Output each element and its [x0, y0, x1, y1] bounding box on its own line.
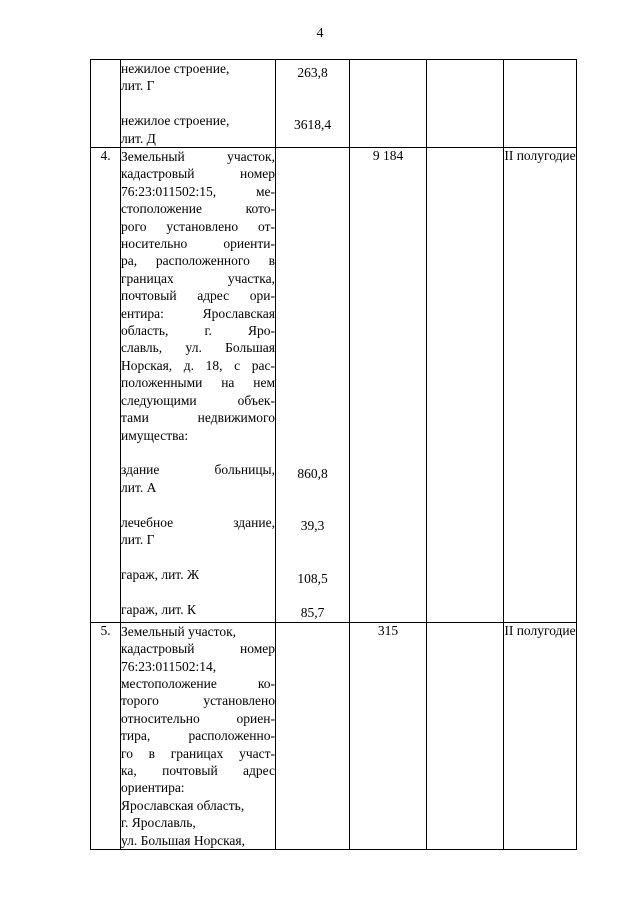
area-cell	[276, 622, 350, 849]
description-line: местоположение ко-	[121, 675, 275, 691]
description-line: имущества:	[121, 427, 189, 443]
description-line: Ярославская область,	[121, 797, 245, 813]
row-number-cell: 4.	[91, 148, 121, 623]
property-table	[90, 59, 577, 850]
empty-cell	[427, 148, 504, 623]
area-value: 108,5	[297, 570, 328, 586]
area-value: 85,7	[300, 605, 325, 621]
description-line: гараж, лит. Ж	[121, 566, 200, 582]
description-line: границах участка,	[121, 270, 275, 286]
description-line: тами недвижимого	[121, 410, 275, 426]
description-line: положенными на нем	[121, 375, 275, 391]
description-line: ра, расположенного в	[121, 253, 275, 269]
line-gap	[121, 496, 275, 513]
row-number-cell	[91, 60, 121, 148]
value-cell	[350, 60, 427, 148]
description-cell	[121, 148, 276, 623]
description-line: кадастровый номер	[121, 166, 275, 182]
table-row	[91, 622, 577, 849]
description-line: почтовый адрес ори-	[121, 288, 275, 304]
description-line: го в границах участ-	[121, 745, 275, 761]
area-value: 3618,4	[293, 117, 332, 133]
area-value: 860,8	[297, 466, 328, 482]
description-line: лечебное здание,	[121, 514, 275, 530]
area-value: 39,3	[300, 518, 325, 534]
description-line: носительно ориенти-	[121, 236, 275, 252]
description-line: Норская, д. 18, с рас-	[121, 357, 275, 373]
description-line: ка, почтовый адрес	[121, 762, 275, 778]
period-cell	[504, 60, 577, 148]
description-line: 76:23:011502:14,	[121, 658, 217, 674]
description-line: гараж, лит. К	[121, 601, 196, 617]
description-line: 76:23:011502:15, ме-	[121, 183, 275, 199]
period-cell: II полугодие	[504, 622, 577, 849]
line-gap	[121, 583, 275, 600]
description-line: рого установлено от-	[121, 218, 275, 234]
description-line: область, г. Яро-	[121, 323, 275, 339]
description-cell	[121, 622, 276, 849]
description-line: здание больницы,	[121, 462, 275, 478]
value-cell: 9 184	[350, 148, 427, 623]
description-line: ентира: Ярославская	[121, 305, 275, 321]
area-cell	[276, 148, 350, 623]
description-line: торого установлено	[121, 693, 275, 709]
table-row	[91, 60, 577, 148]
area-cell	[276, 60, 350, 148]
line-gap	[121, 95, 275, 112]
empty-cell	[427, 60, 504, 148]
line-gap	[121, 444, 275, 461]
description-line: Земельный участок,	[121, 149, 275, 165]
description-line: лит. Г	[121, 78, 155, 94]
value-cell: 315	[350, 622, 427, 849]
description-line: лит. Г	[121, 531, 155, 547]
period-cell: II полугодие	[504, 148, 577, 623]
description-line: лит. А	[121, 479, 157, 495]
description-line: Земельный участок,	[121, 623, 237, 639]
description-cell	[121, 60, 276, 148]
description-line: ул. Большая Норская,	[121, 832, 246, 848]
description-line: нежилое строение,	[121, 113, 230, 129]
area-value: 263,8	[297, 65, 328, 80]
line-gap	[121, 548, 275, 565]
row-number-cell: 5.	[91, 622, 121, 849]
table-row	[91, 148, 577, 623]
description-line: кадастровый номер	[121, 641, 275, 657]
description-line: ориентира:	[121, 780, 185, 796]
description-line: следующими объек-	[121, 392, 275, 408]
description-line: тира, расположенно-	[121, 728, 275, 744]
empty-cell	[427, 622, 504, 849]
description-line: нежилое строение,	[121, 61, 230, 76]
description-line: славль, ул. Большая	[121, 340, 275, 356]
description-line: лит. Д	[121, 130, 156, 146]
page-number: 4	[316, 26, 324, 41]
description-line: стоположение кото-	[121, 201, 275, 217]
description-line: г. Ярославль,	[121, 815, 196, 831]
description-line: относительно ориен-	[121, 710, 275, 726]
